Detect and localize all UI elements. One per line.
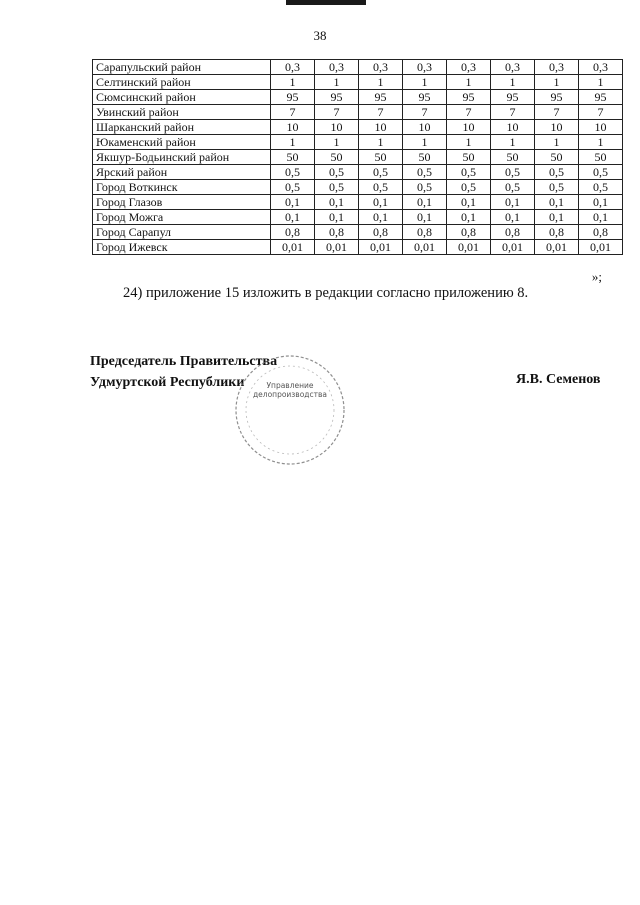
value-cell: 0,5 (447, 165, 491, 180)
value-cell: 0,1 (359, 195, 403, 210)
value-cell: 7 (447, 105, 491, 120)
value-cell: 1 (447, 135, 491, 150)
district-name-cell: Город Ижевск (93, 240, 271, 255)
value-cell: 0,5 (403, 165, 447, 180)
table-row (93, 195, 623, 210)
district-name-cell: Ярский район (93, 165, 271, 180)
district-name-cell: Увинский район (93, 105, 271, 120)
value-cell: 0,1 (447, 210, 491, 225)
value-cell: 1 (535, 135, 579, 150)
official-seal-stamp (229, 354, 351, 466)
table-row (93, 240, 623, 255)
value-cell: 10 (535, 120, 579, 135)
value-cell: 0,1 (535, 210, 579, 225)
signatory-title-line-1: Председатель Правительства (90, 354, 278, 369)
value-cell: 0,01 (579, 240, 623, 255)
value-cell: 7 (271, 105, 315, 120)
value-cell: 50 (315, 150, 359, 165)
value-cell: 0,5 (579, 180, 623, 195)
district-name-cell: Город Воткинск (93, 180, 271, 195)
value-cell: 0,5 (535, 180, 579, 195)
value-cell: 95 (359, 90, 403, 105)
value-cell: 95 (447, 90, 491, 105)
value-cell: 0,5 (359, 165, 403, 180)
value-cell: 50 (359, 150, 403, 165)
table-body (93, 60, 623, 255)
value-cell: 0,1 (315, 210, 359, 225)
value-cell: 0,1 (579, 195, 623, 210)
value-cell: 0,1 (359, 210, 403, 225)
district-name-cell: Якшур-Бодьинский район (93, 150, 271, 165)
value-cell: 7 (579, 105, 623, 120)
value-cell: 0,5 (359, 180, 403, 195)
value-cell: 0,8 (271, 225, 315, 240)
table-row (93, 165, 623, 180)
value-cell: 0,8 (403, 225, 447, 240)
value-cell: 0,8 (491, 225, 535, 240)
value-cell: 10 (271, 120, 315, 135)
value-cell: 50 (403, 150, 447, 165)
value-cell: 0,5 (535, 165, 579, 180)
quote-closing-mark: »; (591, 269, 602, 284)
value-cell: 0,1 (491, 210, 535, 225)
value-cell: 0,8 (535, 225, 579, 240)
table-row (93, 90, 623, 105)
value-cell: 7 (491, 105, 535, 120)
value-cell: 0,5 (315, 165, 359, 180)
value-cell: 1 (447, 75, 491, 90)
value-cell: 10 (315, 120, 359, 135)
value-cell: 7 (535, 105, 579, 120)
value-cell: 0,5 (315, 180, 359, 195)
value-cell: 7 (359, 105, 403, 120)
value-cell: 0,01 (491, 240, 535, 255)
value-cell: 0,1 (403, 210, 447, 225)
value-cell: 0,1 (447, 195, 491, 210)
value-cell: 1 (359, 135, 403, 150)
value-cell: 1 (403, 135, 447, 150)
district-name-cell: Город Глазов (93, 195, 271, 210)
value-cell: 0,3 (315, 60, 359, 75)
allocation-table (92, 59, 623, 255)
value-cell: 0,1 (315, 195, 359, 210)
value-cell: 50 (271, 150, 315, 165)
value-cell: 0,5 (491, 180, 535, 195)
district-name-cell: Шарканский район (93, 120, 271, 135)
value-cell: 0,5 (271, 165, 315, 180)
value-cell: 0,8 (579, 225, 623, 240)
page-number: 38 (313, 28, 327, 43)
value-cell: 0,8 (315, 225, 359, 240)
stamp-text-line-2: делопроизводства (252, 390, 328, 399)
top-edge-mark (286, 0, 366, 5)
signatory-title-line-2: Удмуртской Республики (90, 375, 245, 390)
table-row (93, 180, 623, 195)
value-cell: 0,5 (403, 180, 447, 195)
value-cell: 95 (271, 90, 315, 105)
value-cell: 0,8 (359, 225, 403, 240)
district-name-cell: Город Можга (93, 210, 271, 225)
value-cell: 1 (579, 75, 623, 90)
value-cell: 0,5 (491, 165, 535, 180)
value-cell: 7 (403, 105, 447, 120)
district-name-cell: Сюмсинский район (93, 90, 271, 105)
value-cell: 50 (491, 150, 535, 165)
value-cell: 0,01 (403, 240, 447, 255)
value-cell: 95 (579, 90, 623, 105)
value-cell: 50 (535, 150, 579, 165)
value-cell: 50 (447, 150, 491, 165)
value-cell: 0,1 (271, 195, 315, 210)
stamp-text-line-1: Управление (266, 381, 314, 390)
value-cell: 95 (315, 90, 359, 105)
value-cell: 1 (271, 135, 315, 150)
value-cell: 0,1 (579, 210, 623, 225)
value-cell: 0,3 (491, 60, 535, 75)
table-row (93, 150, 623, 165)
amendment-item-24: 24) приложение 15 изложить в редакции согласно приложению 8. (123, 285, 529, 301)
table-row (93, 75, 623, 90)
value-cell: 0,01 (315, 240, 359, 255)
district-name-cell: Сарапульский район (93, 60, 271, 75)
value-cell: 10 (359, 120, 403, 135)
value-cell: 0,3 (271, 60, 315, 75)
value-cell: 0,3 (359, 60, 403, 75)
district-name-cell: Юкаменский район (93, 135, 271, 150)
value-cell: 1 (491, 75, 535, 90)
table-row (93, 225, 623, 240)
value-cell: 1 (359, 75, 403, 90)
value-cell: 1 (579, 135, 623, 150)
value-cell: 0,1 (491, 195, 535, 210)
value-cell: 0,3 (403, 60, 447, 75)
value-cell: 0,3 (579, 60, 623, 75)
value-cell: 0,5 (579, 165, 623, 180)
district-name-cell: Селтинский район (93, 75, 271, 90)
district-name-cell: Город Сарапул (93, 225, 271, 240)
table-row (93, 120, 623, 135)
value-cell: 0,1 (535, 195, 579, 210)
value-cell: 0,01 (447, 240, 491, 255)
table-row (93, 210, 623, 225)
value-cell: 0,5 (447, 180, 491, 195)
value-cell: 1 (315, 75, 359, 90)
value-cell: 0,01 (271, 240, 315, 255)
value-cell: 0,1 (271, 210, 315, 225)
value-cell: 0,1 (403, 195, 447, 210)
value-cell: 0,8 (447, 225, 491, 240)
value-cell: 95 (403, 90, 447, 105)
value-cell: 0,3 (535, 60, 579, 75)
value-cell: 50 (579, 150, 623, 165)
value-cell: 1 (315, 135, 359, 150)
value-cell: 10 (403, 120, 447, 135)
value-cell: 95 (491, 90, 535, 105)
table-row (93, 105, 623, 120)
signatory-name: Я.В. Семенов (516, 372, 601, 387)
value-cell: 1 (403, 75, 447, 90)
value-cell: 0,3 (447, 60, 491, 75)
table-row (93, 135, 623, 150)
value-cell: 7 (315, 105, 359, 120)
value-cell: 0,5 (271, 180, 315, 195)
value-cell: 10 (491, 120, 535, 135)
value-cell: 95 (535, 90, 579, 105)
value-cell: 0,01 (535, 240, 579, 255)
value-cell: 10 (579, 120, 623, 135)
value-cell: 0,01 (359, 240, 403, 255)
value-cell: 10 (447, 120, 491, 135)
value-cell: 1 (491, 135, 535, 150)
value-cell: 1 (271, 75, 315, 90)
table-row (93, 60, 623, 75)
value-cell: 1 (535, 75, 579, 90)
